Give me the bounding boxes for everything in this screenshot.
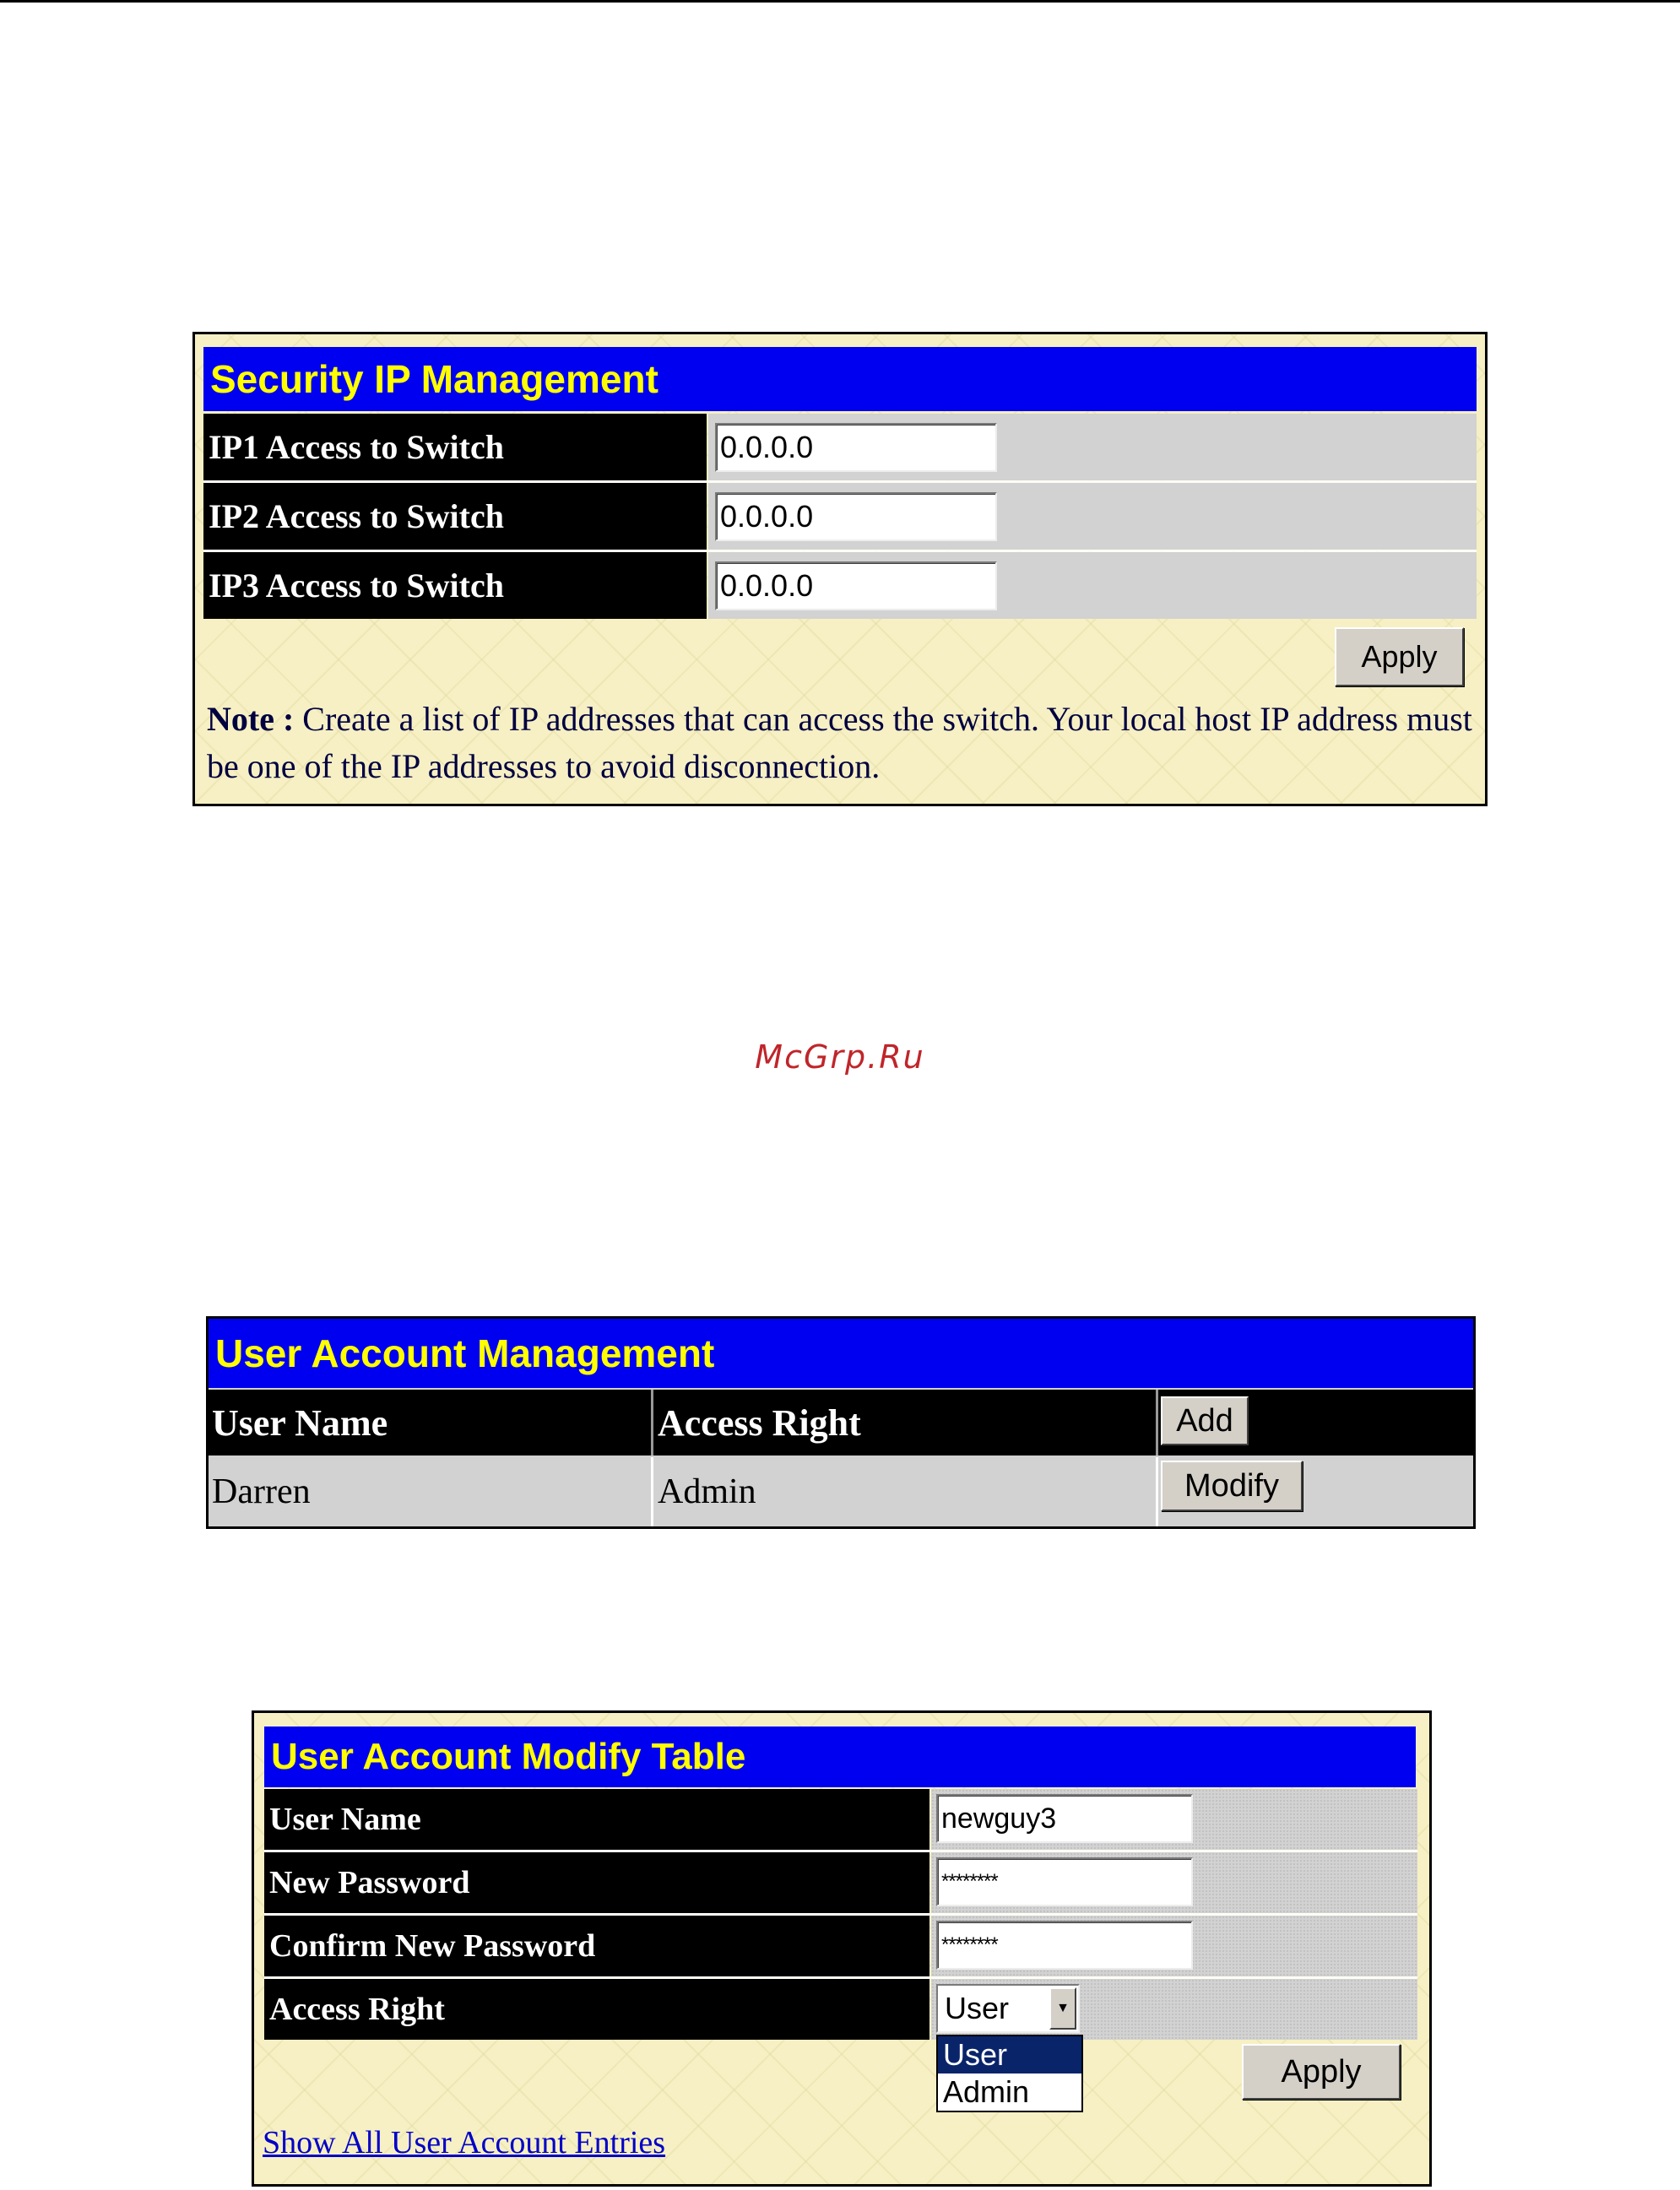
- access-right-label: Access Right: [264, 1979, 929, 2040]
- ip3-row: [203, 552, 1477, 619]
- modify-table-title: [264, 1727, 1416, 1787]
- note-label: Note :: [207, 700, 295, 738]
- header-access-right: Access Right: [658, 1401, 861, 1444]
- ip2-input[interactable]: 0.0.0.0: [715, 492, 997, 541]
- ip2-label: IP2 Access to Switch: [203, 483, 707, 550]
- user-account-panel: [206, 1316, 1476, 1529]
- watermark-text: McGrp.Ru: [755, 1038, 925, 1076]
- access-right-cell: Admin: [658, 1472, 756, 1511]
- new-password-value-cell: [931, 1852, 1417, 1913]
- add-user-button[interactable]: Add: [1161, 1396, 1249, 1445]
- security-ip-note: [207, 696, 1480, 790]
- security-ip-panel: [192, 332, 1488, 806]
- ip3-label: IP3 Access to Switch: [203, 552, 707, 619]
- header-divider: [1156, 1390, 1158, 1455]
- access-right-row: [264, 1979, 1417, 2040]
- note-text: Create a list of IP addresses that can access the switch. Your local host IP address must be one of the IP addresses to avoid disconnection.: [207, 700, 1472, 785]
- option-admin[interactable]: Admin: [943, 2074, 1030, 2109]
- confirm-password-field[interactable]: ********: [936, 1921, 1193, 1970]
- security-ip-title: [203, 347, 1477, 411]
- modify-user-name-value-cell: [931, 1789, 1417, 1850]
- new-password-label: New Password: [264, 1852, 929, 1913]
- ip2-value-cell: [708, 483, 1477, 550]
- modify-user-button[interactable]: Modify: [1161, 1461, 1303, 1511]
- modify-apply-button[interactable]: Apply: [1242, 2044, 1401, 2100]
- user-name-cell: Darren: [212, 1472, 311, 1511]
- ip1-value-cell: [708, 414, 1477, 480]
- ip2-row: [203, 483, 1477, 550]
- show-all-user-accounts-link[interactable]: Show All User Account Entries: [263, 2125, 666, 2160]
- access-right-value-cell: [931, 1979, 1417, 2040]
- ip1-label: IP1 Access to Switch: [203, 414, 707, 480]
- security-ip-apply-button[interactable]: Apply: [1335, 627, 1464, 686]
- user-account-header-row: [209, 1390, 1473, 1455]
- table-row: [209, 1457, 1473, 1526]
- user-name-field[interactable]: newguy3: [936, 1794, 1193, 1843]
- new-password-row: [264, 1852, 1417, 1913]
- access-right-select[interactable]: [936, 1984, 1080, 2033]
- top-rule: [0, 0, 1680, 3]
- user-account-title-text: User Account Management: [215, 1331, 715, 1375]
- header-user-name: User Name: [212, 1401, 388, 1444]
- new-password-field[interactable]: ********: [936, 1857, 1193, 1906]
- cell-divider: [1156, 1457, 1158, 1526]
- option-user[interactable]: User: [938, 2036, 1081, 2073]
- confirm-password-value-cell: [931, 1916, 1417, 1976]
- ip3-input[interactable]: 0.0.0.0: [715, 561, 997, 610]
- security-ip-title-text: Security IP Management: [210, 357, 658, 401]
- cell-divider: [651, 1457, 653, 1526]
- chevron-down-icon[interactable]: ▼: [1049, 1987, 1076, 2030]
- user-account-title: [209, 1319, 1473, 1388]
- header-divider: [651, 1390, 653, 1455]
- ip1-row: [203, 414, 1477, 480]
- access-right-dropdown: [936, 2035, 1083, 2112]
- modify-table-title-text: User Account Modify Table: [271, 1736, 746, 1777]
- confirm-password-row: [264, 1916, 1417, 1976]
- modify-table-panel: [252, 1710, 1432, 2187]
- ip1-input[interactable]: 0.0.0.0: [715, 423, 997, 472]
- confirm-password-label: Confirm New Password: [264, 1916, 929, 1976]
- modify-user-name-label: User Name: [264, 1789, 929, 1850]
- modify-user-name-row: [264, 1789, 1417, 1850]
- access-right-selected-value: User: [945, 1991, 1010, 2025]
- ip3-value-cell: [708, 552, 1477, 619]
